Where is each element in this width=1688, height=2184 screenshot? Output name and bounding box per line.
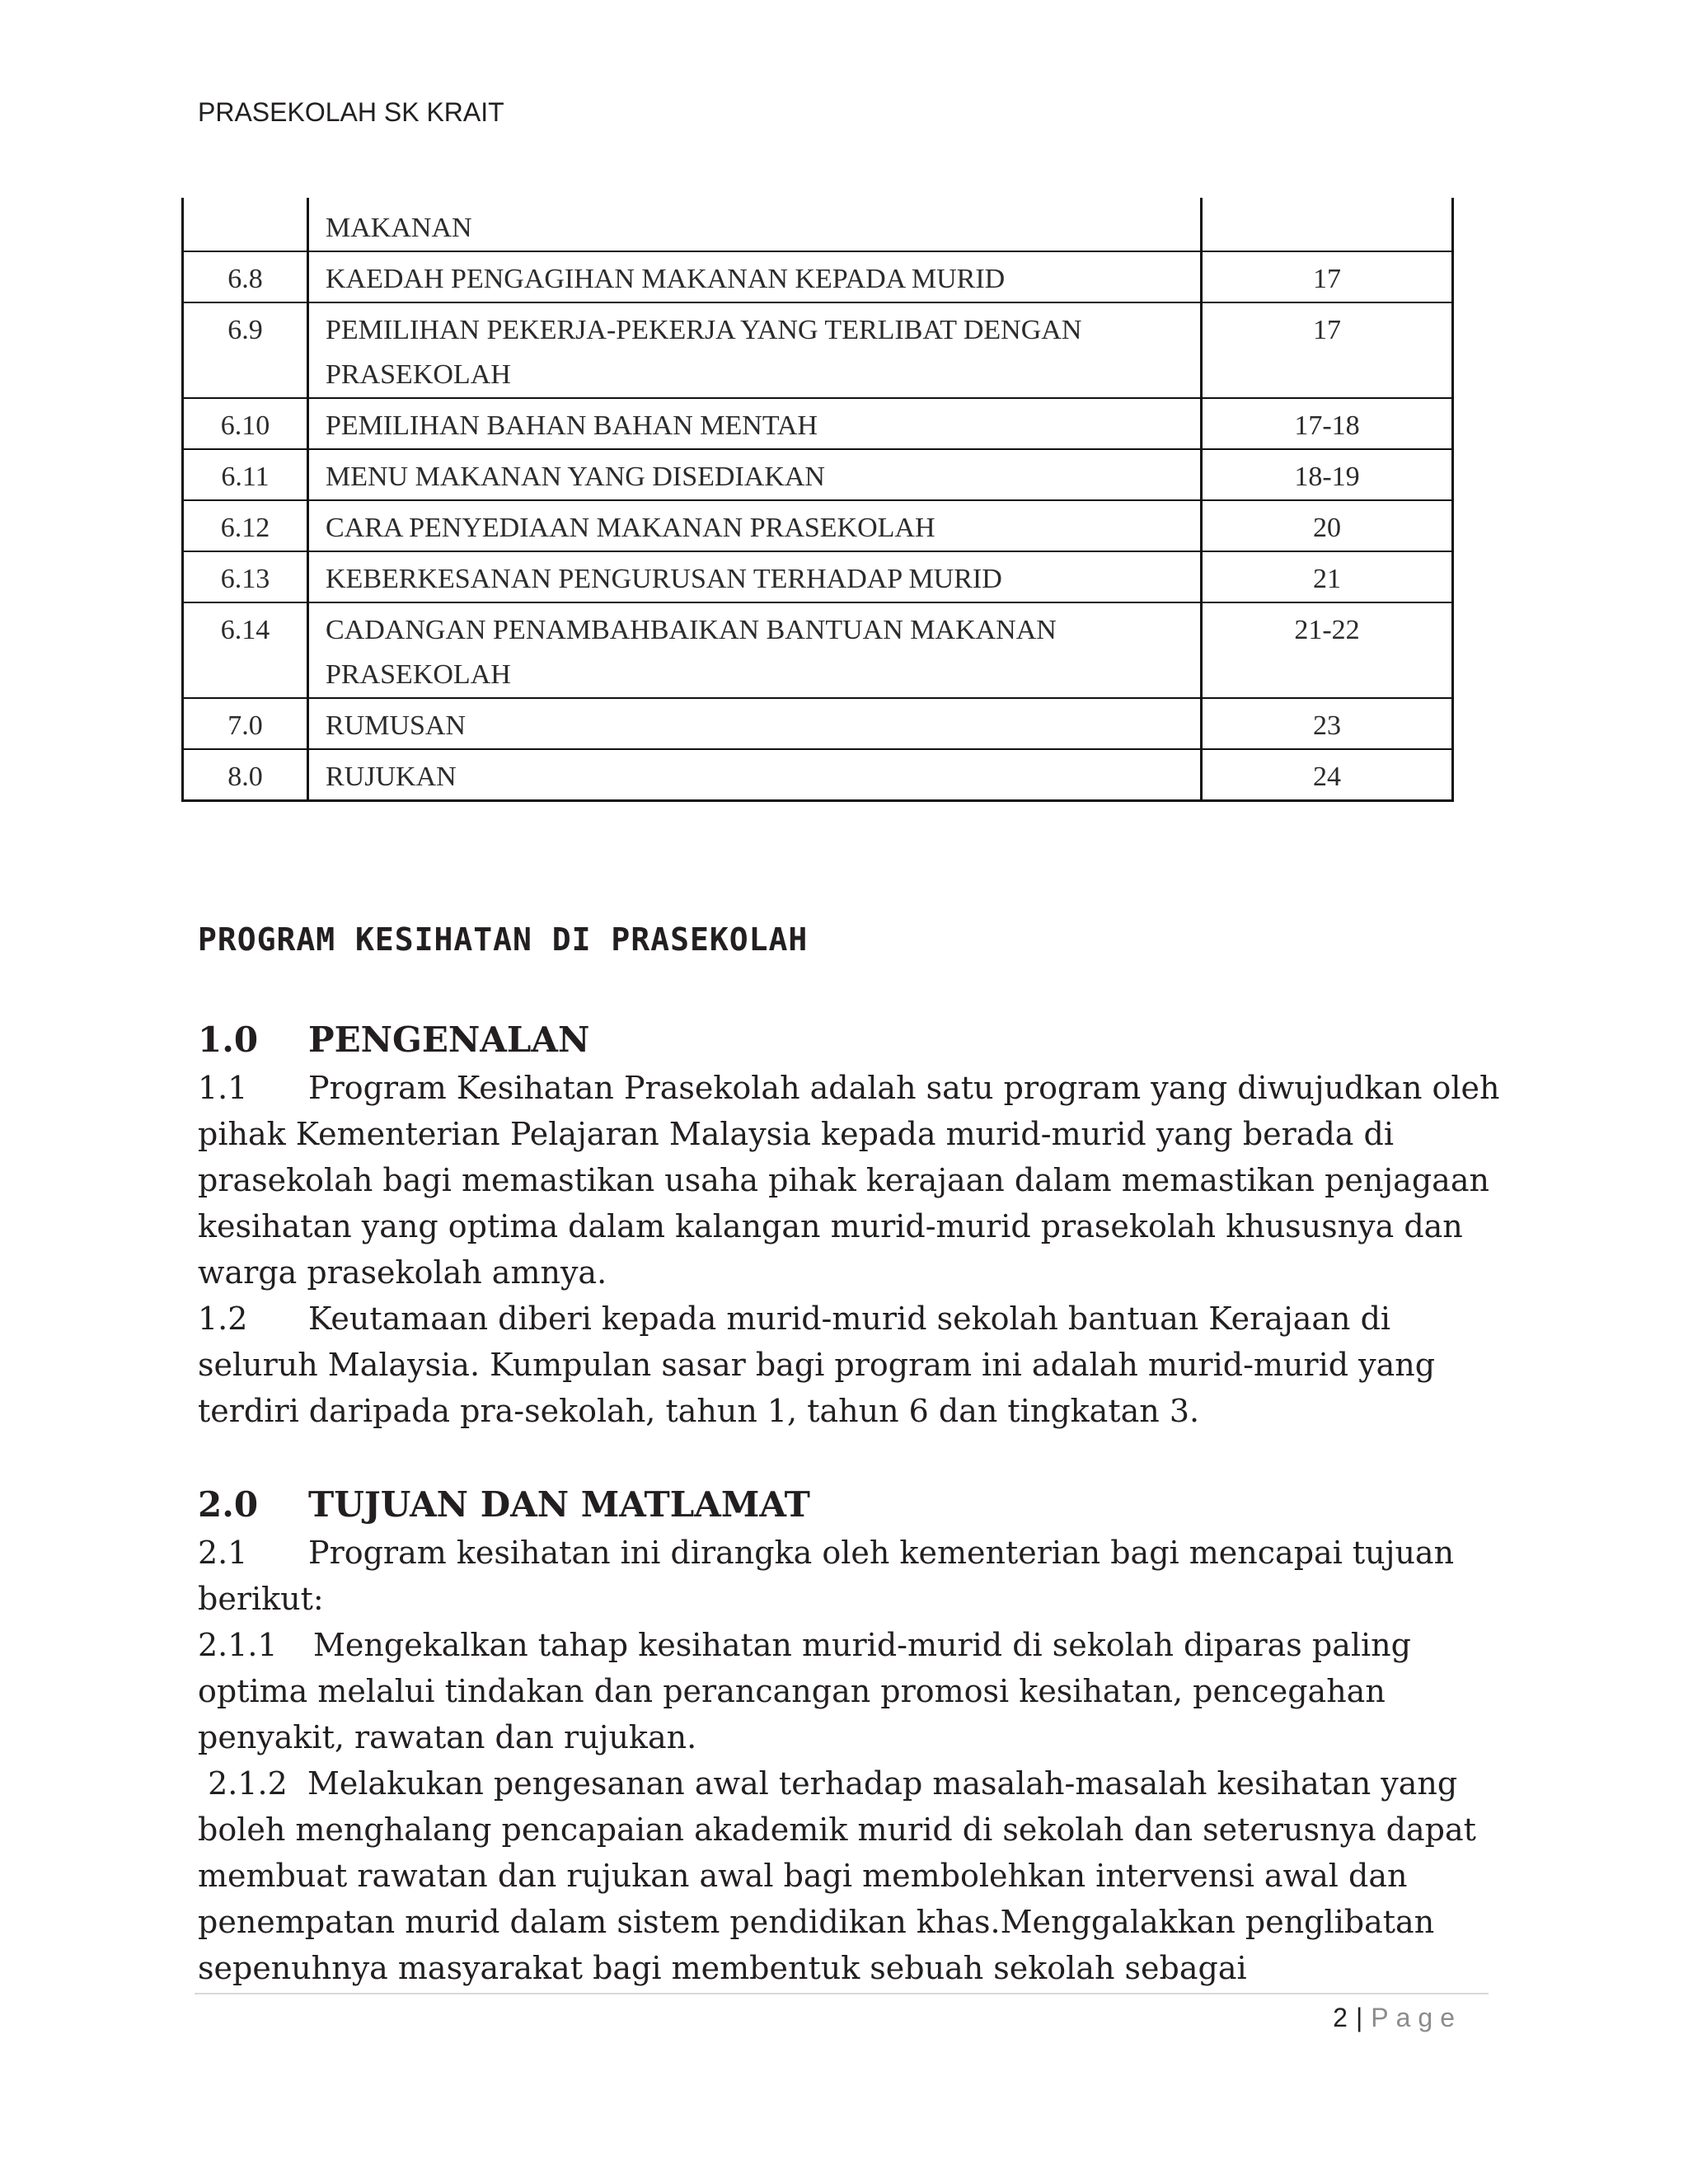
section-title-cell: MAKANAN: [307, 198, 1200, 251]
section-title-cell: KEBERKESANAN PENGURUSAN TERHADAP MURID: [307, 552, 1200, 602]
paragraph-1-2: [198, 1296, 1500, 1434]
page-number-cell: [1200, 198, 1454, 251]
footer-divider: [195, 1993, 1489, 1994]
footer-separator: |: [1355, 2003, 1363, 2032]
section-title-cell: KAEDAH PENGAGIHAN MAKANAN KEPADA MURID: [307, 252, 1200, 302]
paragraph-text: Program Kesihatan Prasekolah adalah satu program yang diwujudkan oleh pihak Kementerian Pelajaran Malaysia kepada murid-murid yang berada di prasekolah bagi memastikan usaha pihak kerajaan dalam memastikan penjagaan kesihatan yang optima dalam kalangan murid-murid prasekolah khususnya dan warga prasekolah amnya.: [198, 1070, 1500, 1291]
section-title-cell: RUMUSAN: [307, 699, 1200, 748]
table-row: [181, 501, 1454, 552]
section-number-cell: 6.10: [181, 399, 307, 448]
section-number-cell: 6.11: [181, 450, 307, 499]
paragraph-text: Melakukan pengesanan awal terhadap masalah-masalah kesihatan yang boleh menghalang pencapaian akademik murid di sekolah dan seterusnya dapat membuat rawatan dan rujukan awal bagi membolehkan intervensi awal dan penempatan murid dalam sistem pendidikan khas.Menggalakkan penglibatan sepenuhnya masyarakat bagi membentuk sebuah sekolah sebagai: [198, 1765, 1476, 1986]
document-body: [198, 1015, 1500, 1991]
table-row: [181, 252, 1454, 303]
paragraph-text: Mengekalkan tahap kesihatan murid-murid di sekolah diparas paling optima melalui tindakan dan perancangan promosi kesihatan, pencegahan penyakit, rawatan dan rujukan.: [198, 1627, 1411, 1755]
section-title-cell: CADANGAN PENAMBAHBAIKAN BANTUAN MAKANAN PRASEKOLAH: [307, 603, 1200, 697]
page-label: Page: [1371, 2003, 1462, 2032]
section-number-cell: 6.13: [181, 552, 307, 602]
table-row: [181, 603, 1454, 699]
section-number-cell: 7.0: [181, 699, 307, 748]
section-heading-tujuan: [198, 1480, 1500, 1530]
paragraph-2-1-1: [198, 1622, 1500, 1760]
paragraph-number: 1.2: [198, 1301, 248, 1337]
paragraph-2-1: [198, 1530, 1500, 1622]
page-number-cell: 24: [1200, 750, 1454, 799]
page-number-cell: 17: [1200, 303, 1454, 397]
paragraph-number: 2.1.2: [208, 1765, 288, 1802]
page-number-cell: 18-19: [1200, 450, 1454, 499]
section-number-cell: 6.12: [181, 501, 307, 551]
table-row: [181, 552, 1454, 603]
page-number-cell: 17: [1200, 252, 1454, 302]
section-title: TUJUAN DAN MATLAMAT: [308, 1484, 810, 1525]
spacer: [198, 1434, 1500, 1480]
page-number: 2: [1333, 2003, 1348, 2032]
section-title-cell: CARA PENYEDIAAN MAKANAN PRASEKOLAH: [307, 501, 1200, 551]
paragraph-text: Keutamaan diberi kepada murid-murid sekolah bantuan Kerajaan di seluruh Malaysia. Kumpulan sasar bagi program ini adalah murid-murid yang terdiri daripada pra-sekolah, tahun 1, tahun 6 dan tingkatan 3.: [198, 1301, 1436, 1429]
table-row: [181, 399, 1454, 450]
page-header-title: PRASEKOLAH SK KRAIT: [198, 97, 504, 127]
paragraph-1-1: [198, 1065, 1500, 1296]
page-number-cell: 20: [1200, 501, 1454, 551]
table-row: [181, 198, 1454, 252]
table-row: [181, 699, 1454, 750]
section-number-cell: 6.9: [181, 303, 307, 397]
table-row: [181, 303, 1454, 399]
paragraph-number: 2.1: [198, 1535, 248, 1571]
section-title-cell: RUJUKAN: [307, 750, 1200, 799]
paragraph-2-1-2: [198, 1760, 1500, 1991]
paragraph-number: 1.1: [198, 1070, 248, 1106]
contents-table: [181, 198, 1454, 802]
paragraph-number: 2.1.1: [198, 1627, 278, 1663]
program-title: PROGRAM KESIHATAN DI PRASEKOLAH: [198, 921, 809, 958]
section-number-cell: 6.8: [181, 252, 307, 302]
section-number-cell: 8.0: [181, 750, 307, 799]
page-number-cell: 17-18: [1200, 399, 1454, 448]
page-number-cell: 21-22: [1200, 603, 1454, 697]
page-footer: [1333, 2003, 1462, 2033]
section-number-cell: 6.14: [181, 603, 307, 697]
section-title-cell: PEMILIHAN BAHAN BAHAN MENTAH: [307, 399, 1200, 448]
section-number: 2.0: [198, 1484, 259, 1525]
table-row: [181, 450, 1454, 501]
paragraph-text: Program kesihatan ini dirangka oleh kementerian bagi mencapai tujuan berikut:: [198, 1535, 1455, 1617]
section-number-cell: [181, 198, 307, 251]
section-title-cell: MENU MAKANAN YANG DISEDIAKAN: [307, 450, 1200, 499]
section-number: 1.0: [198, 1019, 259, 1060]
page-number-cell: 21: [1200, 552, 1454, 602]
page-number-cell: 23: [1200, 699, 1454, 748]
table-row: [181, 750, 1454, 802]
section-title-cell: PEMILIHAN PEKERJA-PEKERJA YANG TERLIBAT DENGAN PRASEKOLAH: [307, 303, 1200, 397]
section-title: PENGENALAN: [308, 1019, 590, 1060]
section-heading-pengenalan: [198, 1015, 1500, 1065]
